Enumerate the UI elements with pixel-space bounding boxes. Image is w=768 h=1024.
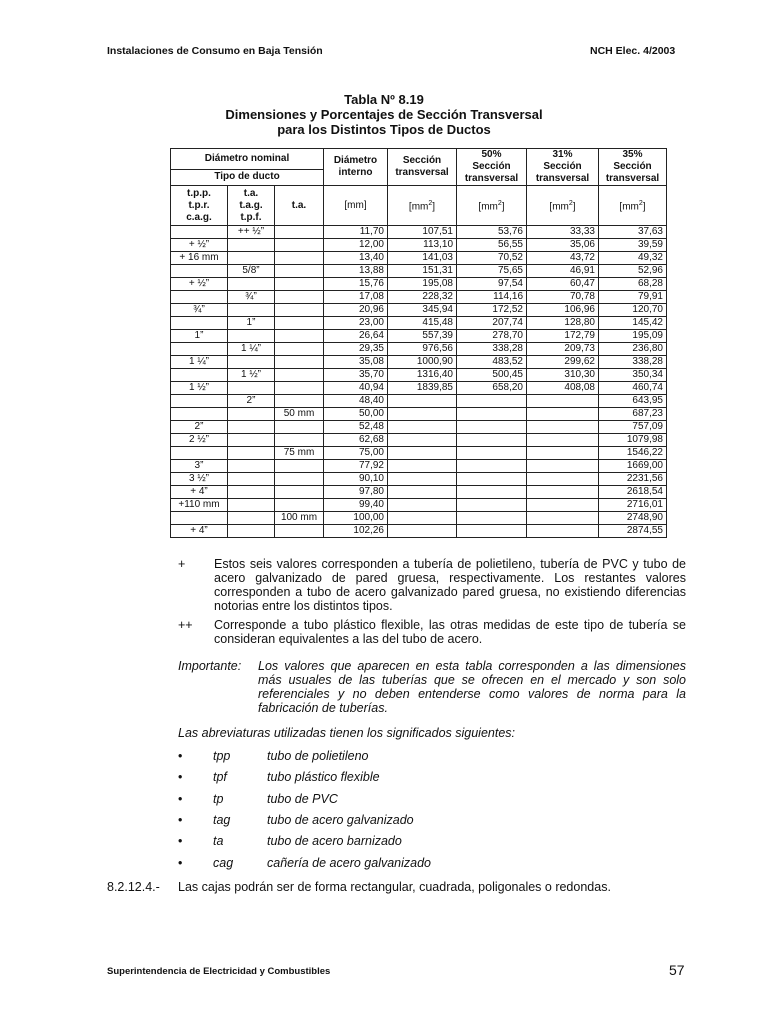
table-cell: 70,78 [527, 291, 599, 304]
table-cell: 15,76 [324, 278, 388, 291]
table-cell: 12,00 [324, 239, 388, 252]
table-cell: 976,56 [388, 343, 457, 356]
table-cell: 35,08 [324, 356, 388, 369]
table-cell: 2874,55 [599, 525, 667, 538]
table-cell: 2 ½” [171, 434, 228, 447]
table-cell [275, 486, 324, 499]
table-cell: 141,03 [388, 252, 457, 265]
table-cell: 460,74 [599, 382, 667, 395]
table-cell: 408,08 [527, 382, 599, 395]
table-cell [228, 486, 275, 499]
table-cell [275, 317, 324, 330]
table-cell [275, 525, 324, 538]
table-row [171, 395, 667, 408]
bullet-icon: • [178, 791, 183, 806]
table-cell [275, 343, 324, 356]
header-50: 50% Sección transversal [457, 149, 527, 186]
unit-mm2: $[mm^2]$ [527, 186, 599, 226]
footer-left: Superintendencia de Electricidad y Combustibles [107, 966, 331, 977]
table-subtitle-2: para los Distintos Tipos de Ductos [277, 122, 491, 137]
table-cell: 1 ½” [171, 382, 228, 395]
table-cell: 23,00 [324, 317, 388, 330]
note-importante: Importante: Los valores que aparecen en esta tabla corresponden a las dimensiones más usuales de las tuberías que se ofrecen en el mercado y son solo referenciales y no deben entenderse como valores de norma para la fabricación de tuberías. [178, 659, 686, 715]
table-cell: 35,70 [324, 369, 388, 382]
header-col-ta: t.a. t.a.g. t.p.f. [228, 186, 275, 226]
abbr-code: tp [213, 791, 224, 806]
table-cell: 68,28 [599, 278, 667, 291]
table-cell [275, 421, 324, 434]
table-cell [228, 356, 275, 369]
table-cell [228, 525, 275, 538]
table-cell: 3 ½” [171, 473, 228, 486]
abbr-desc: tubo de PVC [267, 791, 338, 806]
table-cell: 500,45 [457, 369, 527, 382]
table-cell [275, 499, 324, 512]
table-cell [527, 486, 599, 499]
table-cell: 90,10 [324, 473, 388, 486]
table-cell: 1 ¼” [171, 356, 228, 369]
table-row [171, 421, 667, 434]
table-cell [457, 460, 527, 473]
table-cell [228, 382, 275, 395]
table-cell: 114,16 [457, 291, 527, 304]
table-cell [228, 278, 275, 291]
table-row [171, 252, 667, 265]
table-cell: 1 ¼” [228, 343, 275, 356]
abbr-intro: Las abreviaturas utilizadas tienen los significados siguientes: [178, 726, 515, 740]
table-row [171, 486, 667, 499]
table-cell [228, 512, 275, 525]
table-cell: 50,00 [324, 408, 388, 421]
table-cell [275, 226, 324, 239]
table-cell: 2” [171, 421, 228, 434]
table-cell [457, 512, 527, 525]
table-cell: 107,51 [388, 226, 457, 239]
table-cell: 757,09 [599, 421, 667, 434]
table-row [171, 382, 667, 395]
table-cell: +110 mm [171, 499, 228, 512]
table-cell [171, 265, 228, 278]
table-cell [388, 473, 457, 486]
note-plusplus: ++ Corresponde a tubo plástico flexible, las otras medidas de este tipo de tubería se consideran equivalentes a las del tubo de acero. [178, 618, 686, 646]
table-cell: 48,40 [324, 395, 388, 408]
table-cell: ++ ½” [228, 226, 275, 239]
abbr-code: cag [213, 855, 234, 870]
bullet-icon: • [178, 749, 183, 763]
table-cell: + ½” [171, 278, 228, 291]
table-cell: 345,94 [388, 304, 457, 317]
table-cell [527, 460, 599, 473]
table-cell [171, 408, 228, 421]
table-cell [527, 525, 599, 538]
bullet-icon: • [178, 834, 183, 849]
table-cell: + 4” [171, 486, 228, 499]
section-number: 8.2.12.4.- [107, 880, 160, 894]
table-cell: 1839,85 [388, 382, 457, 395]
table-cell: 1000,90 [388, 356, 457, 369]
table-cell [228, 499, 275, 512]
table-cell [275, 369, 324, 382]
table-cell [527, 447, 599, 460]
header-seccion: Sección transversal [388, 149, 457, 186]
abbr-desc: cañería de acero galvanizado [267, 855, 432, 870]
table-cell [275, 291, 324, 304]
section-text: Las cajas podrán ser de forma rectangular, cuadrada, poligonales o redondas. [178, 880, 611, 894]
abbr-code: tpf [213, 770, 227, 785]
abbr-desc: tubo plástico flexible [267, 770, 380, 785]
table-cell [457, 473, 527, 486]
table-cell [457, 434, 527, 447]
bullet-icon: • [178, 855, 183, 870]
table-cell: 33,33 [527, 226, 599, 239]
unit-mm2: $[mm^2]$ [457, 186, 527, 226]
table-cell: 100 mm [275, 512, 324, 525]
ducts-table [170, 148, 667, 538]
table-row [171, 499, 667, 512]
table-cell: 643,95 [599, 395, 667, 408]
table-row [171, 226, 667, 239]
table-cell: 1316,40 [388, 369, 457, 382]
table-cell [388, 460, 457, 473]
table-row [171, 278, 667, 291]
table-cell: 79,91 [599, 291, 667, 304]
table-cell [171, 291, 228, 304]
table-cell: 658,20 [457, 382, 527, 395]
note-plus: + Estos seis valores corresponden a tubería de polietileno, tubería de PVC y tubo de acero galvanizado de pared gruesa, respectivamente. Los restantes valores corresponden a tubo de acero galvanizado pared gruesa, no existiendo diferencias notorias entre los distintos tipos. [178, 557, 686, 613]
table-cell [457, 525, 527, 538]
table-cell: 2618,54 [599, 486, 667, 499]
table-cell: 3” [171, 460, 228, 473]
page-number: 57 [669, 962, 685, 978]
table-cell: 17,08 [324, 291, 388, 304]
header-diametro-nominal: Diámetro nominal [171, 149, 324, 170]
table-cell [275, 473, 324, 486]
header-tipo-ducto: Tipo de ducto [171, 169, 324, 185]
table-cell [228, 473, 275, 486]
table-row [171, 265, 667, 278]
table-title: Tabla Nº 8.19 [344, 92, 424, 107]
table-cell [228, 252, 275, 265]
table-cell: 75,65 [457, 265, 527, 278]
abbr-code: tpp [213, 749, 231, 763]
table-cell: 43,72 [527, 252, 599, 265]
table-cell [275, 265, 324, 278]
table-cell: 39,59 [599, 239, 667, 252]
table-cell [527, 499, 599, 512]
table-cell [171, 226, 228, 239]
table-cell: 1546,22 [599, 447, 667, 460]
table-row [171, 447, 667, 460]
table-row [171, 369, 667, 382]
table-row [171, 317, 667, 330]
table-cell [275, 382, 324, 395]
table-cell [527, 434, 599, 447]
table-cell [171, 447, 228, 460]
table-cell [275, 460, 324, 473]
table-cell: 35,06 [527, 239, 599, 252]
table-cell: 77,92 [324, 460, 388, 473]
table-cell: 2” [228, 395, 275, 408]
table-cell: 557,39 [388, 330, 457, 343]
table-cell [171, 512, 228, 525]
table-cell [228, 408, 275, 421]
table-cell: ¾” [171, 304, 228, 317]
table-cell [171, 369, 228, 382]
table-cell [228, 460, 275, 473]
table-cell: 172,79 [527, 330, 599, 343]
table-cell: 2748,90 [599, 512, 667, 525]
table-cell [388, 525, 457, 538]
table-cell [388, 486, 457, 499]
header-diametro-interno: Diámetro interno [324, 149, 388, 186]
table-row [171, 408, 667, 421]
table-cell: 299,62 [527, 356, 599, 369]
table-cell [388, 421, 457, 434]
table-cell: 99,40 [324, 499, 388, 512]
table-cell: 46,91 [527, 265, 599, 278]
table-subtitle-1: Dimensiones y Porcentajes de Sección Transversal [225, 107, 543, 122]
table-cell [275, 252, 324, 265]
table-cell: 97,54 [457, 278, 527, 291]
table-cell: 228,32 [388, 291, 457, 304]
table-cell [527, 473, 599, 486]
abbr-code: ta [213, 834, 224, 849]
abbr-desc: tubo de polietileno [267, 749, 369, 763]
header-31: 31% Sección transversal [527, 149, 599, 186]
table-cell: 207,74 [457, 317, 527, 330]
table-cell [527, 421, 599, 434]
table-cell: + ½” [171, 239, 228, 252]
table-cell: 20,96 [324, 304, 388, 317]
table-cell: 102,26 [324, 525, 388, 538]
table-row [171, 304, 667, 317]
table-cell: 350,34 [599, 369, 667, 382]
table-cell: 75 mm [275, 447, 324, 460]
table-cell [228, 434, 275, 447]
table-cell [275, 434, 324, 447]
header-left: Instalaciones de Consumo en Baja Tensión [107, 45, 323, 57]
table-cell: 62,68 [324, 434, 388, 447]
table-cell: 29,35 [324, 343, 388, 356]
table-cell [275, 278, 324, 291]
table-cell [171, 343, 228, 356]
table-cell: 70,52 [457, 252, 527, 265]
header-35: 35% Sección transversal [599, 149, 667, 186]
table-cell [228, 447, 275, 460]
header-col-tpp: t.p.p. t.p.r. c.a.g. [171, 186, 228, 226]
table-cell [388, 408, 457, 421]
table-row [171, 473, 667, 486]
table-cell: 60,47 [527, 278, 599, 291]
table-cell [228, 421, 275, 434]
table-cell: 97,80 [324, 486, 388, 499]
table-cell: 37,63 [599, 226, 667, 239]
table-cell [457, 395, 527, 408]
table-cell: 1 ½” [228, 369, 275, 382]
table-cell: 209,73 [527, 343, 599, 356]
table-cell: 195,09 [599, 330, 667, 343]
table-cell [228, 330, 275, 343]
table-cell: 13,40 [324, 252, 388, 265]
table-cell: 151,31 [388, 265, 457, 278]
table-cell [388, 434, 457, 447]
table-cell: 120,70 [599, 304, 667, 317]
table-cell: 50 mm [275, 408, 324, 421]
table-cell: 128,80 [527, 317, 599, 330]
table-cell: + 4” [171, 525, 228, 538]
table-row [171, 525, 667, 538]
table-cell [388, 512, 457, 525]
table-cell [457, 486, 527, 499]
abbr-desc: tubo de acero galvanizado [267, 812, 414, 827]
table-cell [275, 356, 324, 369]
table-cell: 687,23 [599, 408, 667, 421]
table-cell: 52,48 [324, 421, 388, 434]
table-cell: 13,88 [324, 265, 388, 278]
unit-mm2: $[mm^2]$ [599, 186, 667, 226]
table-row [171, 239, 667, 252]
table-cell: 145,42 [599, 317, 667, 330]
table-row [171, 330, 667, 343]
table-cell: 75,00 [324, 447, 388, 460]
table-row [171, 512, 667, 525]
table-cell: 338,28 [457, 343, 527, 356]
table-row [171, 434, 667, 447]
table-cell [171, 395, 228, 408]
table-cell [228, 304, 275, 317]
table-cell: 1” [171, 330, 228, 343]
table-cell [388, 499, 457, 512]
table-cell: 278,70 [457, 330, 527, 343]
table-cell [275, 239, 324, 252]
unit-mm: [mm] [324, 186, 388, 226]
table-cell: 5/8” [228, 265, 275, 278]
table-cell: 236,80 [599, 343, 667, 356]
table-cell: 2231,56 [599, 473, 667, 486]
table-cell [275, 395, 324, 408]
table-cell: 338,28 [599, 356, 667, 369]
table-cell: 1079,98 [599, 434, 667, 447]
table-cell: 195,08 [388, 278, 457, 291]
table-cell [457, 408, 527, 421]
table-cell: 100,00 [324, 512, 388, 525]
header-col-ta2: t.a. [275, 186, 324, 226]
table-cell [171, 317, 228, 330]
table-cell: ¾” [228, 291, 275, 304]
table-cell: 11,70 [324, 226, 388, 239]
bullet-icon: • [178, 770, 183, 785]
table-cell: 1” [228, 317, 275, 330]
bullet-icon: • [178, 812, 183, 827]
table-cell: 415,48 [388, 317, 457, 330]
table-cell: 2716,01 [599, 499, 667, 512]
unit-mm2: $[mm^2]$ [388, 186, 457, 226]
table-cell: 172,52 [457, 304, 527, 317]
table-cell: 483,52 [457, 356, 527, 369]
table-row [171, 356, 667, 369]
table-cell [275, 304, 324, 317]
table-cell [457, 499, 527, 512]
abbr-desc: tubo de acero barnizado [267, 834, 402, 849]
table-cell: + 16 mm [171, 252, 228, 265]
table-cell: 52,96 [599, 265, 667, 278]
table-row [171, 343, 667, 356]
table-cell [457, 447, 527, 460]
table-cell: 49,32 [599, 252, 667, 265]
table-cell [527, 408, 599, 421]
table-cell: 1669,00 [599, 460, 667, 473]
table-cell [457, 421, 527, 434]
table-cell [228, 239, 275, 252]
table-cell [527, 512, 599, 525]
table-cell: 106,96 [527, 304, 599, 317]
table-cell: 40,94 [324, 382, 388, 395]
header-right: NCH Elec. 4/2003 [590, 45, 676, 57]
table-row [171, 291, 667, 304]
table-cell [388, 447, 457, 460]
table-cell [275, 330, 324, 343]
table-row [171, 460, 667, 473]
abbr-code: tag [213, 812, 231, 827]
table-cell [527, 395, 599, 408]
table-cell: 53,76 [457, 226, 527, 239]
table-cell: 310,30 [527, 369, 599, 382]
table-cell: 26,64 [324, 330, 388, 343]
table-cell: 113,10 [388, 239, 457, 252]
table-cell: 56,55 [457, 239, 527, 252]
table-cell [388, 395, 457, 408]
